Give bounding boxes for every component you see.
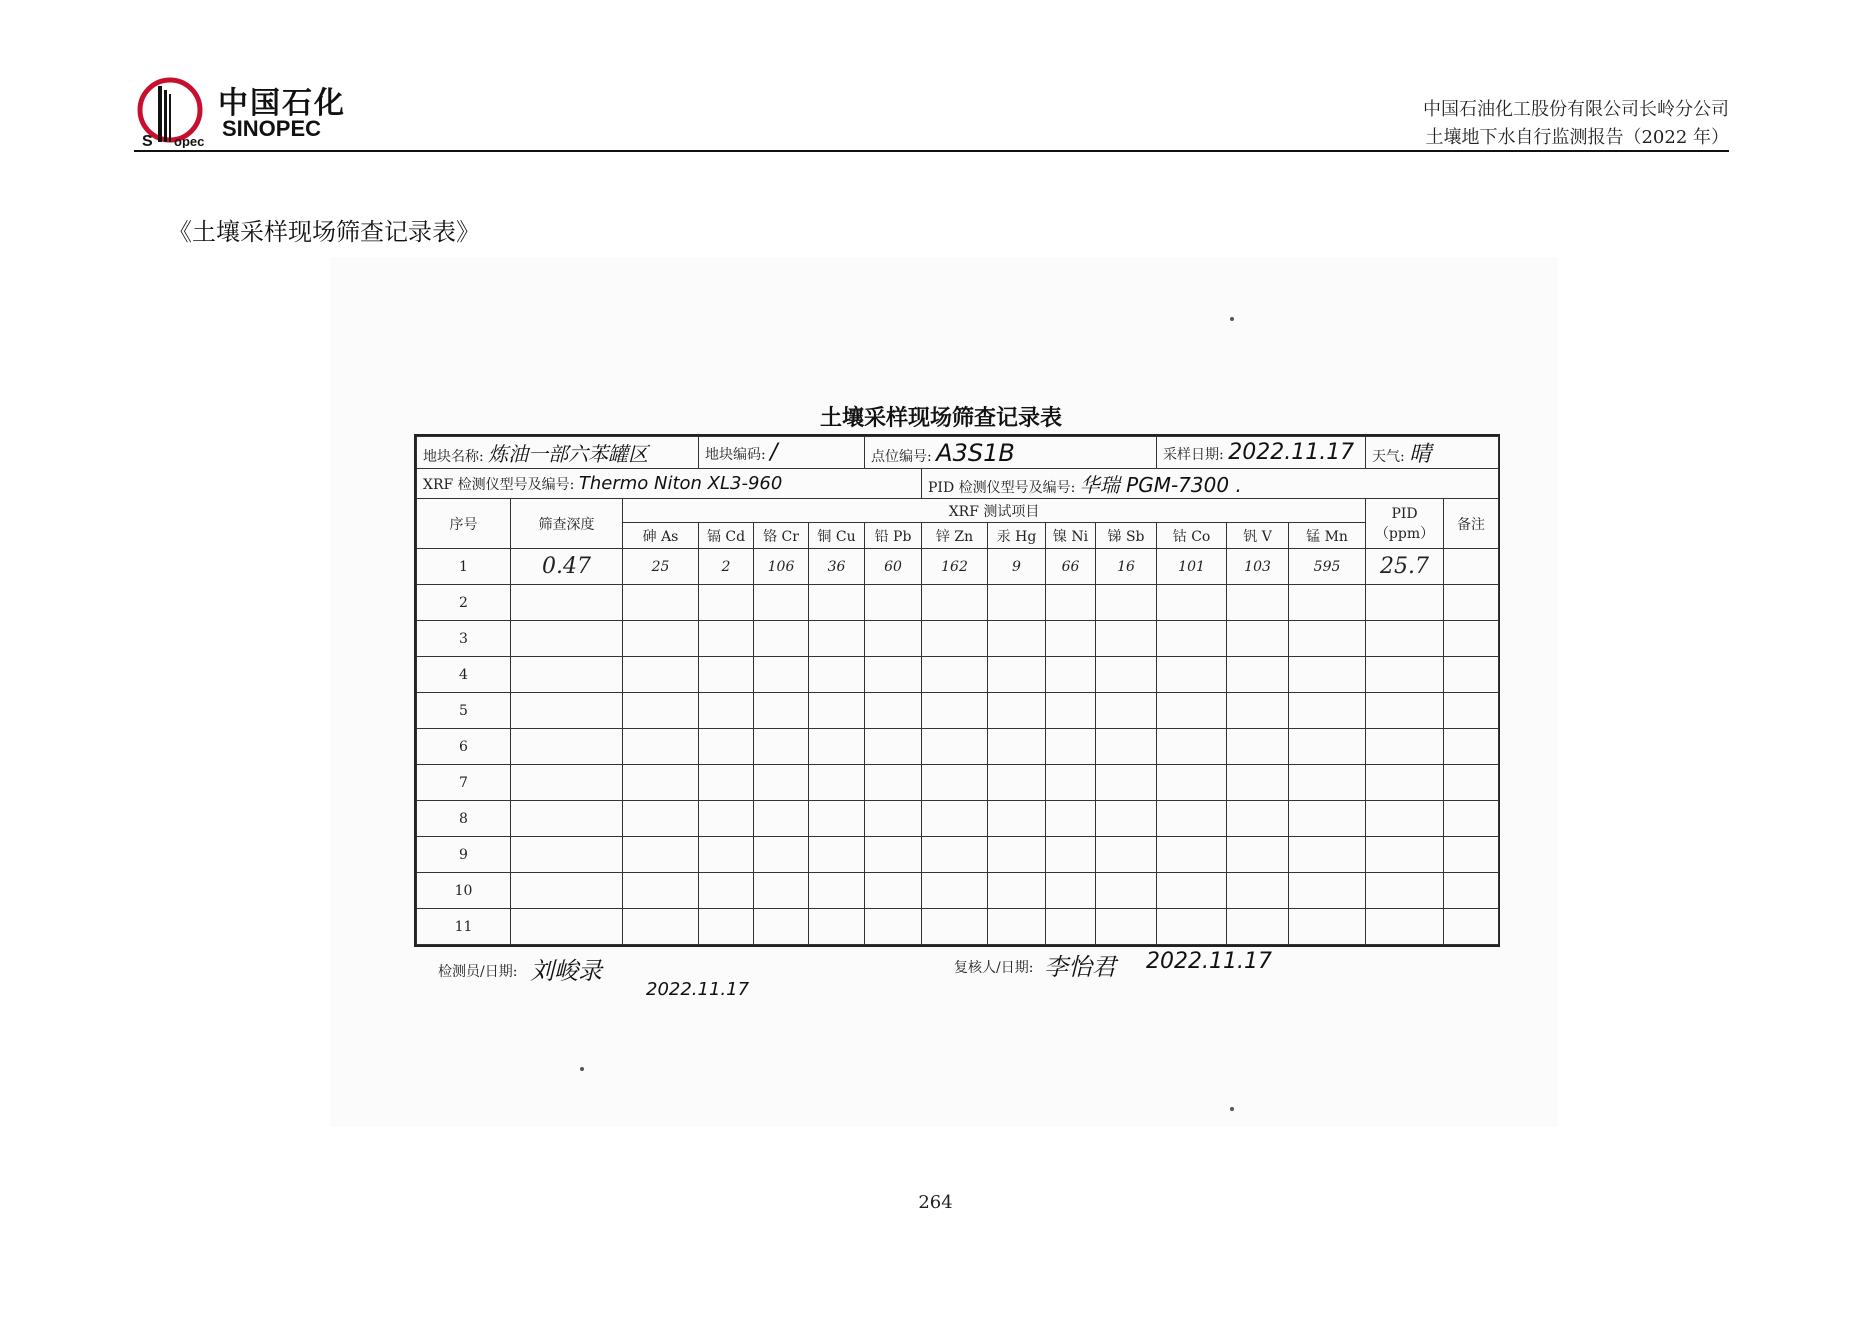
table-row: [417, 729, 1499, 765]
empty-cell: [922, 909, 988, 945]
empty-cell: [1227, 621, 1289, 657]
element-header: 汞 Hg: [988, 523, 1046, 549]
empty-cell: [1366, 621, 1444, 657]
point-code-value: A3S1B: [936, 438, 1015, 467]
form-title: 土壤采样现场筛查记录表: [820, 406, 1063, 431]
empty-cell: [1227, 765, 1289, 801]
empty-cell: [922, 801, 988, 837]
info-row-2: [417, 469, 1499, 499]
empty-cell: [699, 693, 754, 729]
empty-cell: [754, 585, 809, 621]
logo-chinese-name: 中国石化: [218, 86, 346, 121]
pid-instrument-label: PID 检测仪型号及编号:: [928, 480, 1076, 496]
seq-cell: 8: [417, 801, 511, 837]
empty-cell: [1289, 621, 1366, 657]
empty-cell: [1366, 873, 1444, 909]
empty-cell: [754, 729, 809, 765]
depth-cell: 0.47: [511, 549, 623, 585]
empty-cell: [1096, 729, 1157, 765]
plot-name-value: 炼油一部六苯罐区: [488, 442, 649, 466]
weather-cell: [1366, 437, 1499, 469]
element-header: 钒 V: [1227, 523, 1289, 549]
empty-cell: [1046, 801, 1096, 837]
empty-cell: [1289, 873, 1366, 909]
empty-cell: [1096, 657, 1157, 693]
empty-cell: [1366, 765, 1444, 801]
empty-cell: [1046, 621, 1096, 657]
empty-cell: [1289, 801, 1366, 837]
depth-header: 筛查深度: [511, 499, 623, 549]
empty-cell: [1444, 621, 1499, 657]
empty-cell: [865, 909, 922, 945]
empty-cell: [1157, 837, 1227, 873]
empty-cell: [511, 873, 623, 909]
scan-speck: [1230, 317, 1234, 321]
empty-cell: [1366, 729, 1444, 765]
empty-cell: [1096, 909, 1157, 945]
empty-cell: [1289, 909, 1366, 945]
empty-cell: [809, 801, 865, 837]
empty-cell: [809, 873, 865, 909]
weather-label: 天气:: [1372, 449, 1405, 465]
header-right: [1423, 96, 1729, 152]
empty-cell: [511, 657, 623, 693]
empty-rows: [417, 585, 1499, 945]
seq-cell: 5: [417, 693, 511, 729]
value-cell: 101: [1157, 549, 1227, 585]
empty-cell: [1289, 693, 1366, 729]
empty-cell: [1157, 585, 1227, 621]
empty-cell: [1046, 909, 1096, 945]
empty-cell: [699, 873, 754, 909]
screening-form: [414, 434, 1500, 947]
xrf-instrument-value: Thermo Niton XL3-960: [578, 473, 783, 494]
value-cell: 162: [922, 549, 988, 585]
empty-cell: [1096, 837, 1157, 873]
table-row: [417, 585, 1499, 621]
empty-cell: [1157, 765, 1227, 801]
empty-cell: [1444, 873, 1499, 909]
value-cell: 2: [699, 549, 754, 585]
svg-text:opec: opec: [174, 134, 205, 148]
plot-code-value: /: [770, 440, 778, 465]
empty-cell: [922, 693, 988, 729]
element-header: 锑 Sb: [1096, 523, 1157, 549]
empty-cell: [623, 585, 699, 621]
empty-cell: [1157, 621, 1227, 657]
empty-cell: [865, 585, 922, 621]
signature-area: [438, 947, 1438, 1027]
empty-cell: [1289, 837, 1366, 873]
empty-cell: [1289, 729, 1366, 765]
table-row: [417, 657, 1499, 693]
empty-cell: [1227, 837, 1289, 873]
inspector-date: 2022.11.17: [646, 979, 750, 1000]
pid-instrument-cell: [922, 469, 1499, 499]
empty-cell: [922, 765, 988, 801]
element-header: 铬 Cr: [754, 523, 809, 549]
value-cell: 106: [754, 549, 809, 585]
empty-cell: [754, 621, 809, 657]
empty-cell: [988, 765, 1046, 801]
empty-cell: [809, 585, 865, 621]
empty-cell: [1444, 909, 1499, 945]
empty-cell: [1444, 765, 1499, 801]
empty-cell: [1157, 909, 1227, 945]
empty-cell: [1444, 729, 1499, 765]
empty-cell: [1366, 693, 1444, 729]
header-divider: [134, 150, 1729, 152]
empty-cell: [754, 873, 809, 909]
value-cell: 9: [988, 549, 1046, 585]
empty-cell: [699, 729, 754, 765]
value-cell: 595: [1289, 549, 1366, 585]
empty-cell: [922, 621, 988, 657]
empty-cell: [1157, 729, 1227, 765]
empty-cell: [1096, 693, 1157, 729]
point-code-label: 点位编号:: [871, 448, 932, 465]
value-cell: 60: [865, 549, 922, 585]
empty-cell: [988, 729, 1046, 765]
empty-cell: [754, 801, 809, 837]
table-row: [417, 765, 1499, 801]
empty-cell: [1046, 693, 1096, 729]
value-cell: 103: [1227, 549, 1289, 585]
empty-cell: [865, 657, 922, 693]
header-row-1: [417, 499, 1499, 523]
empty-cell: [511, 621, 623, 657]
empty-cell: [1366, 585, 1444, 621]
empty-cell: [1157, 657, 1227, 693]
sinopec-logo: [134, 76, 354, 148]
empty-cell: [699, 801, 754, 837]
remark-cell: [1444, 549, 1499, 585]
empty-cell: [623, 909, 699, 945]
empty-cell: [1289, 657, 1366, 693]
table-row: [417, 873, 1499, 909]
seq-header: 序号: [417, 499, 511, 549]
empty-cell: [809, 837, 865, 873]
empty-cell: [1046, 873, 1096, 909]
sinopec-logo-icon: [134, 76, 206, 148]
element-header: 砷 As: [623, 523, 699, 549]
empty-cell: [988, 837, 1046, 873]
value-cell: 66: [1046, 549, 1096, 585]
scan-speck: [580, 1067, 584, 1071]
empty-cell: [511, 801, 623, 837]
empty-cell: [809, 909, 865, 945]
empty-cell: [511, 765, 623, 801]
empty-cell: [988, 801, 1046, 837]
pid-instrument-value: 华瑞 PGM-7300 .: [1079, 473, 1242, 497]
empty-cell: [1366, 657, 1444, 693]
element-header: 钴 Co: [1157, 523, 1227, 549]
svg-text:S: S: [142, 133, 153, 148]
empty-cell: [1227, 693, 1289, 729]
empty-cell: [809, 729, 865, 765]
empty-cell: [1444, 657, 1499, 693]
empty-cell: [623, 693, 699, 729]
empty-cell: [511, 909, 623, 945]
seq-cell: 4: [417, 657, 511, 693]
seq-cell: 6: [417, 729, 511, 765]
empty-cell: [922, 837, 988, 873]
plot-name-cell: [417, 437, 699, 469]
empty-cell: [754, 909, 809, 945]
plot-code-cell: [699, 437, 865, 469]
pid-header-unit: （ppm）: [1374, 525, 1435, 542]
empty-cell: [1227, 909, 1289, 945]
empty-cell: [988, 621, 1046, 657]
empty-cell: [1046, 765, 1096, 801]
empty-cell: [1227, 873, 1289, 909]
empty-cell: [1444, 693, 1499, 729]
sampling-date-cell: [1157, 437, 1366, 469]
empty-cell: [1444, 801, 1499, 837]
empty-cell: [809, 693, 865, 729]
empty-cell: [809, 621, 865, 657]
empty-cell: [1046, 729, 1096, 765]
empty-cell: [865, 837, 922, 873]
empty-cell: [699, 657, 754, 693]
empty-cell: [511, 837, 623, 873]
empty-cell: [623, 621, 699, 657]
seq-cell: 3: [417, 621, 511, 657]
empty-cell: [922, 873, 988, 909]
reviewer-signature: 李怡君: [1044, 953, 1116, 981]
table-row: [417, 621, 1499, 657]
empty-cell: [511, 729, 623, 765]
screening-table: [416, 436, 1499, 945]
empty-cell: [922, 657, 988, 693]
empty-cell: [1444, 585, 1499, 621]
empty-cell: [623, 873, 699, 909]
empty-cell: [511, 693, 623, 729]
section-title: 《土壤采样现场筛查记录表》: [168, 218, 480, 246]
empty-cell: [988, 693, 1046, 729]
empty-cell: [988, 909, 1046, 945]
inspector-signature: 刘峻录: [530, 957, 602, 985]
empty-cell: [1046, 837, 1096, 873]
table-row: [417, 693, 1499, 729]
xrf-instrument-label: XRF 检测仪型号及编号:: [423, 477, 575, 493]
xrf-group-header: XRF 测试项目: [623, 499, 1366, 523]
logo-english-name: SINOPEC: [222, 116, 322, 141]
header-report-title: 土壤地下水自行监测报告（2022 年）: [1425, 127, 1729, 148]
seq-cell: 2: [417, 585, 511, 621]
empty-cell: [865, 801, 922, 837]
info-row-1: [417, 437, 1499, 469]
empty-cell: [1096, 765, 1157, 801]
seq-cell: 7: [417, 765, 511, 801]
seq-cell: 10: [417, 873, 511, 909]
empty-cell: [1366, 837, 1444, 873]
empty-cell: [1366, 801, 1444, 837]
empty-cell: [1157, 801, 1227, 837]
empty-cell: [865, 621, 922, 657]
element-header: 铜 Cu: [809, 523, 865, 549]
empty-cell: [1046, 657, 1096, 693]
pid-header-label: PID: [1391, 505, 1418, 522]
empty-cell: [1444, 837, 1499, 873]
empty-cell: [1227, 657, 1289, 693]
header-company: 中国石油化工股份有限公司长岭分公司: [1423, 99, 1729, 120]
empty-cell: [1096, 873, 1157, 909]
element-header: 镍 Ni: [1046, 523, 1096, 549]
point-code-cell: [865, 437, 1157, 469]
empty-cell: [865, 765, 922, 801]
empty-cell: [699, 909, 754, 945]
empty-cell: [988, 585, 1046, 621]
empty-cell: [1227, 729, 1289, 765]
empty-cell: [922, 729, 988, 765]
remark-header: 备注: [1444, 499, 1499, 549]
element-header: 铅 Pb: [865, 523, 922, 549]
sampling-date-value: 2022.11.17: [1228, 440, 1355, 465]
element-header: 锰 Mn: [1289, 523, 1366, 549]
reviewer-date: 2022.11.17: [1146, 949, 1272, 974]
empty-cell: [1096, 801, 1157, 837]
seq-cell: 1: [417, 549, 511, 585]
empty-cell: [754, 765, 809, 801]
value-cell: 36: [809, 549, 865, 585]
table-row: [417, 909, 1499, 945]
empty-cell: [1289, 765, 1366, 801]
page-number: 264: [918, 1192, 953, 1213]
empty-cell: [988, 873, 1046, 909]
scanned-form-image: [330, 257, 1558, 1127]
empty-cell: [1157, 873, 1227, 909]
empty-cell: [865, 729, 922, 765]
empty-cell: [623, 801, 699, 837]
scan-speck: [1230, 1107, 1234, 1111]
empty-cell: [809, 765, 865, 801]
pid-header: [1366, 499, 1444, 549]
empty-cell: [699, 621, 754, 657]
plot-code-label: 地块编码:: [705, 447, 766, 463]
empty-cell: [699, 585, 754, 621]
value-cell: 16: [1096, 549, 1157, 585]
empty-cell: [865, 693, 922, 729]
sampling-date-label: 采样日期:: [1163, 447, 1224, 463]
xrf-instrument-cell: [417, 469, 922, 499]
empty-cell: [511, 585, 623, 621]
empty-cell: [623, 765, 699, 801]
empty-cell: [623, 729, 699, 765]
empty-cell: [865, 873, 922, 909]
empty-cell: [699, 765, 754, 801]
element-header: 锌 Zn: [922, 523, 988, 549]
empty-cell: [754, 693, 809, 729]
empty-cell: [1227, 801, 1289, 837]
table-row: [417, 837, 1499, 873]
empty-cell: [1046, 585, 1096, 621]
empty-cell: [988, 657, 1046, 693]
empty-cell: [754, 837, 809, 873]
empty-cell: [809, 657, 865, 693]
empty-cell: [754, 657, 809, 693]
empty-cell: [623, 657, 699, 693]
element-header: 镉 Cd: [699, 523, 754, 549]
inspector-label: 检测员/日期:: [438, 964, 518, 980]
seq-cell: 11: [417, 909, 511, 945]
empty-cell: [922, 585, 988, 621]
plot-name-label: 地块名称:: [423, 449, 484, 465]
empty-cell: [1157, 693, 1227, 729]
seq-cell: 9: [417, 837, 511, 873]
empty-cell: [623, 837, 699, 873]
table-row: [417, 549, 1499, 585]
empty-cell: [1289, 585, 1366, 621]
value-cell: 25: [623, 549, 699, 585]
pid-cell: 25.7: [1366, 549, 1444, 585]
empty-cell: [1096, 585, 1157, 621]
empty-cell: [1096, 621, 1157, 657]
empty-cell: [1227, 585, 1289, 621]
table-row: [417, 801, 1499, 837]
weather-value: 晴: [1409, 442, 1432, 467]
reviewer-label: 复核人/日期:: [954, 960, 1034, 976]
empty-cell: [699, 837, 754, 873]
empty-cell: [1366, 909, 1444, 945]
